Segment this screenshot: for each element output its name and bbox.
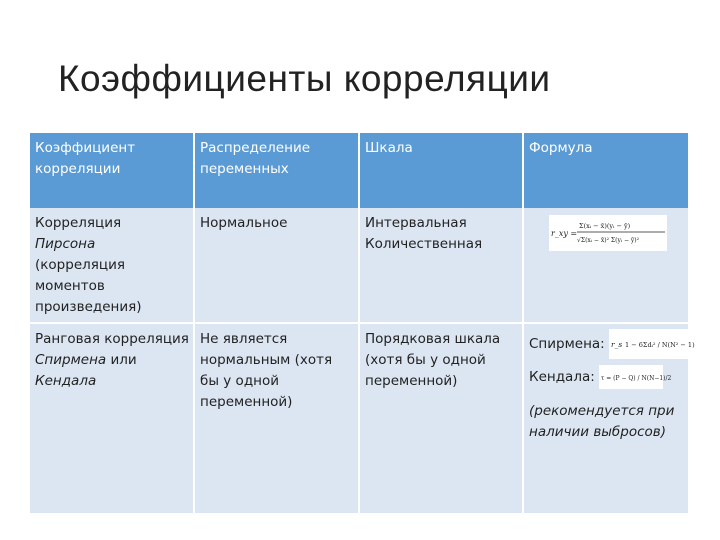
pearson-line1: Корреляция [35, 215, 122, 231]
outlier-note: (рекомендуется при наличии выбросов) [529, 403, 675, 440]
table-header-row [30, 133, 688, 208]
pearson-formula-numerator: Σ(xᵢ − x̄)(yᵢ − ȳ) [579, 222, 631, 230]
spearman-formula-text: 1 − 6Σdᵢ² / N(N² − 1) [625, 341, 695, 349]
cell-scale-rank: Порядковая шкала (хотя бы у одной переменной) [359, 323, 523, 513]
slide-title: Коэффициенты корреляции [58, 58, 551, 99]
header-coefficient: Коэффициент корреляции [30, 133, 194, 208]
spearman-name: Спирмена [35, 352, 107, 368]
pearson-formula-denominator: √Σ(xᵢ − x̄)² Σ(yᵢ − ȳ)² [577, 237, 640, 244]
kendall-name: Кендала [35, 373, 97, 389]
kendall-formula-image [599, 365, 672, 389]
cell-scale-pearson: Интервальная Количественная [359, 208, 523, 323]
pearson-formula-label: r_xy = [551, 229, 578, 238]
rank-connector: или [110, 352, 137, 368]
header-distribution: Распределение переменных [194, 133, 359, 208]
cell-coefficient-rank [30, 323, 194, 513]
kendall-formula-line [529, 365, 684, 389]
correlation-table [30, 133, 695, 513]
table-row-rank [30, 323, 688, 513]
cell-distribution-pearson: Нормальное [194, 208, 359, 323]
header-formula: Формула [523, 133, 688, 208]
spearman-label: Спирмена: [529, 336, 605, 352]
pearson-name: Пирсона [35, 236, 96, 252]
spearman-formula-image [609, 329, 693, 359]
table-row-pearson [30, 208, 688, 323]
pearson-formula-image [549, 215, 667, 251]
cell-coefficient-pearson [30, 208, 194, 323]
cell-distribution-rank: Не является нормальным (хотя бы у одной переменной) [194, 323, 359, 513]
cell-formula-rank [523, 323, 695, 513]
rank-line1: Ранговая корреляция [35, 331, 189, 347]
spearman-formula-line [529, 329, 695, 359]
pearson-line3: (корреляция моментов произведения) [35, 257, 142, 315]
kendall-label: Кендала: [529, 369, 595, 385]
spearman-formula-lhs: r_s [611, 340, 623, 349]
kendall-formula-text: τ = (P − Q) / N(N−1)/2 [601, 375, 672, 382]
cell-formula-pearson [523, 208, 688, 323]
header-scale: Шкала [359, 133, 523, 208]
